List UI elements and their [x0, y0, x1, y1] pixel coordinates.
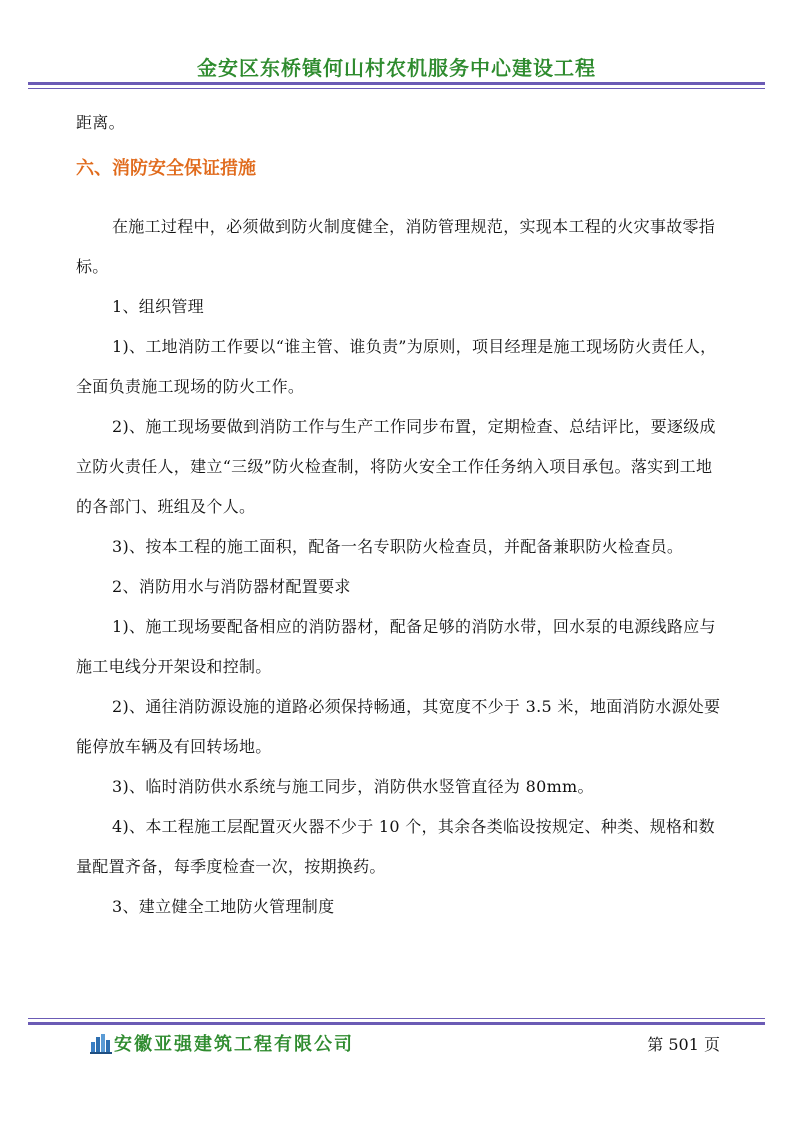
company-logo-icon: [90, 1032, 112, 1054]
page-number: 第 501 页: [647, 1035, 720, 1054]
paragraph-org-2: 2)、施工现场要做到消防工作与生产工作同步布置，定期检查、总结评比，要逐级成立防火责任人，建立“三级”防火检查制，将防火安全工作任务纳入项目承包。落实到工地的各部门、班组及个人。: [76, 417, 716, 516]
subheading-water-equipment: 2、消防用水与消防器材配置要求: [112, 577, 351, 596]
paragraph-water-4: 4)、本工程施工层配置灭火器不少于 10 个，其余各类临设按规定、种类、规格和数量配置齐备，每季度检查一次，按期换药。: [76, 817, 715, 876]
page-header-title: 金安区东桥镇何山村农机服务中心建设工程: [197, 56, 596, 80]
subheading-fire-management: 3、建立健全工地防火管理制度: [112, 897, 335, 916]
section-heading: 六、消防安全保证措施: [76, 158, 256, 179]
paragraph-org-3: 3)、按本工程的施工面积，配备一名专职防火检查员，并配备兼职防火检查员。: [112, 537, 684, 556]
footer-rule-thick: [28, 1022, 765, 1025]
paragraph-org-1: 1)、工地消防工作要以“谁主管、谁负责”为原则，项目经理是施工现场防火责任人，全面负责施工现场的防火工作。: [76, 337, 717, 396]
subheading-organization: 1、组织管理: [112, 297, 204, 316]
page-footer: [90, 1030, 720, 1058]
paragraph-intro: 在施工过程中，必须做到防火制度健全，消防管理规范，实现本工程的火灾事故零指标。: [76, 217, 716, 276]
header-rule-thin: [28, 88, 765, 89]
lead-text: 距离。: [76, 113, 125, 132]
paragraph-water-2: 2)、通往消防源设施的道路必须保持畅通，其宽度不少于 3.5 米，地面消防水源处要能停放车辆及有回转场地。: [76, 697, 721, 756]
paragraph-water-3: 3)、临时消防供水系统与施工同步，消防供水竖管直径为 80mm。: [112, 777, 594, 796]
company-name: 安徽亚强建筑工程有限公司: [114, 1034, 354, 1055]
document-body: [76, 103, 726, 927]
paragraph-water-1: 1)、施工现场要配备相应的消防器材，配备足够的消防水带，回水泵的电源线路应与施工电线分开架设和控制。: [76, 617, 716, 676]
footer-rule-thin: [28, 1018, 765, 1019]
header-rule-thick: [28, 82, 765, 85]
